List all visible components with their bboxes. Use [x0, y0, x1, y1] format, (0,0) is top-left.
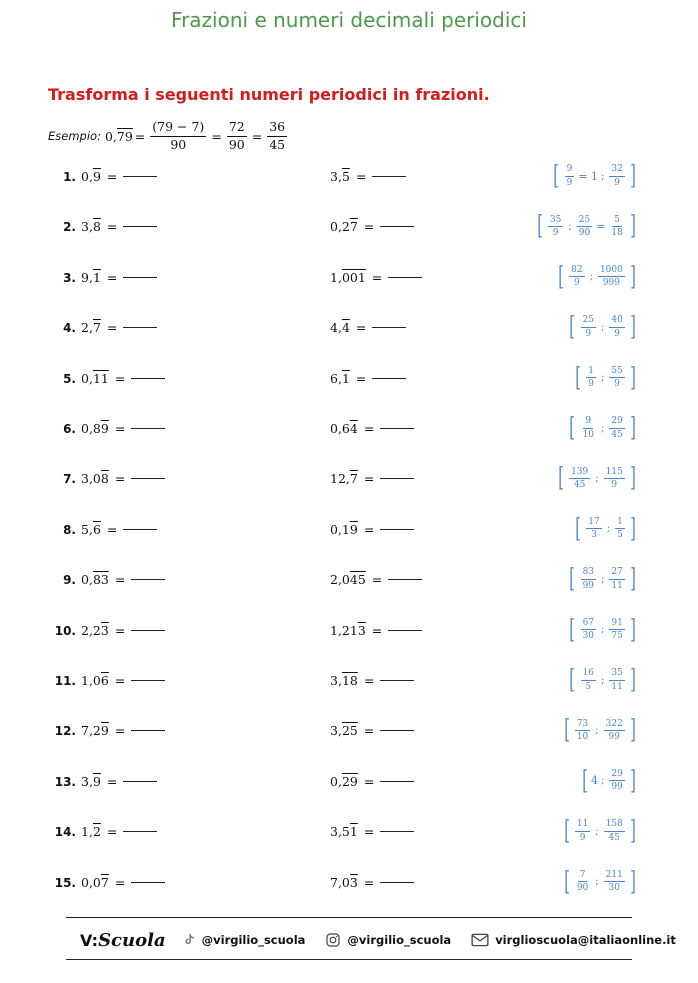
- answer-blank[interactable]: [380, 428, 414, 429]
- exercise-row: [0, 312, 698, 343]
- answer-blank[interactable]: [388, 579, 422, 580]
- answer-key: [ $\frac{25}{9}$ ; $\frac{40}{9}$ ]: [569, 312, 636, 343]
- exercise-row: [0, 665, 698, 695]
- periodic-number-a: 0,89 =: [81, 421, 165, 436]
- exercise-number: 10.: [54, 623, 76, 638]
- tiktok-handle[interactable]: @virgilio_scuola: [182, 933, 306, 947]
- exercise-number: 6.: [63, 422, 76, 436]
- footer-bottom-rule: [66, 959, 632, 960]
- answer-blank[interactable]: [123, 529, 157, 530]
- periodic-number-b: 0,27 =: [330, 219, 414, 234]
- exercise-number: 13.: [54, 774, 76, 789]
- email-contact[interactable]: virglioscuola@italiaonline.it: [471, 933, 676, 947]
- answer-blank[interactable]: [380, 226, 414, 227]
- periodic-number-a: 1,06 =: [81, 673, 165, 688]
- answer-blank[interactable]: [131, 378, 165, 379]
- answer-blank[interactable]: [123, 277, 157, 278]
- answer-key: [ $\frac{9}{9}$ = 1 ; $\frac{32}{9}$ ]: [553, 161, 636, 191]
- exercise-number: 2.: [63, 220, 76, 235]
- answer-key: [ $\frac{83}{99}$ ; $\frac{27}{11}$ ]: [569, 564, 636, 595]
- periodic-number-a: 2,23 =: [81, 623, 165, 638]
- periodic-number-b: 1,213 =: [330, 623, 422, 638]
- periodic-number-a: 0,07 =: [81, 875, 165, 890]
- answer-blank[interactable]: [131, 579, 165, 580]
- periodic-number-a: 3,9 =: [81, 774, 157, 789]
- answer-blank[interactable]: [131, 680, 165, 681]
- answer-key: [ $\frac{35}{9}$ ; $\frac{25}{90}$ = $\frac{5}{18}$ ]: [537, 211, 636, 242]
- exercise-number: 15.: [54, 875, 76, 890]
- answer-key: [ $\frac{16}{5}$ ; $\frac{35}{11}$ ]: [569, 665, 636, 695]
- answer-key: [ $\frac{139}{45}$ ; $\frac{115}{9}$ ]: [558, 463, 636, 494]
- exercise-number: 9.: [63, 573, 76, 588]
- exercise-number: 5.: [63, 371, 76, 386]
- periodic-number-a: 0,11 =: [81, 371, 165, 386]
- answer-blank[interactable]: [131, 730, 165, 731]
- answer-key: [ $\frac{11}{9}$ ; $\frac{158}{45}$ ]: [563, 816, 636, 847]
- exercise-row: [0, 261, 698, 292]
- answer-blank[interactable]: [380, 680, 414, 681]
- answer-key: [ 4 ; $\frac{29}{99}$ ]: [582, 765, 636, 796]
- answer-blank[interactable]: [131, 478, 165, 479]
- periodic-number-a: 9,1 =: [81, 270, 157, 285]
- exercise-number: 7.: [63, 472, 76, 487]
- periodic-number-b: 12,7 =: [330, 471, 414, 486]
- answer-blank[interactable]: [131, 630, 165, 631]
- answer-blank[interactable]: [123, 327, 157, 328]
- periodic-number-b: 1,001 =: [330, 270, 422, 285]
- exercise-row: [0, 513, 698, 544]
- answer-blank[interactable]: [131, 882, 165, 883]
- answer-blank[interactable]: [372, 176, 406, 177]
- instructions-heading: Trasforma i seguenti numeri periodici in frazioni.: [48, 85, 490, 104]
- periodic-number-b: 2,045 =: [330, 572, 422, 587]
- example-fraction-1: $\frac{(79 - 7)}{90}$: [152, 119, 205, 152]
- periodic-number-b: 0,64 =: [330, 421, 414, 436]
- answer-key: [ $\frac{73}{10}$ ; $\frac{322}{99}$ ]: [563, 715, 636, 746]
- periodic-number-b: 0,29 =: [330, 774, 414, 789]
- periodic-number-b: 7,03 =: [330, 875, 414, 890]
- tiktok-icon: [182, 933, 196, 947]
- exercise-row: [0, 463, 698, 494]
- mail-icon: [471, 933, 489, 947]
- instagram-handle[interactable]: @virgilio_scuola: [325, 932, 451, 948]
- exercise-number: 4.: [63, 321, 76, 336]
- exercise-number: 14.: [54, 825, 76, 840]
- periodic-number-b: 4,4 =: [330, 320, 406, 335]
- example-number: 0,79: [104, 128, 133, 144]
- answer-blank[interactable]: [123, 176, 157, 177]
- page-title: Frazioni e numeri decimali periodici: [171, 8, 527, 32]
- periodic-number-a: 0,83 =: [81, 572, 165, 587]
- periodic-number-b: 3,51 =: [330, 824, 414, 839]
- answer-blank[interactable]: [380, 882, 414, 883]
- exercise-row: [0, 413, 698, 443]
- answer-blank[interactable]: [123, 781, 157, 782]
- exercise-row: [0, 816, 698, 847]
- instagram-icon: [325, 932, 341, 948]
- answer-key: [ $\frac{67}{30}$ ; $\frac{91}{75}$ ]: [569, 614, 636, 645]
- footer: [66, 928, 676, 952]
- example-label: Esempio:: [48, 129, 101, 143]
- exercise-number: 3.: [63, 270, 76, 285]
- example-fraction-2: $\frac{72}{90}$: [228, 119, 245, 152]
- exercise-row: [0, 715, 698, 746]
- exercise-number: 8.: [63, 522, 76, 537]
- answer-key: [ $\frac{82}{9}$ ; $\frac{1000}{999}$ ]: [558, 261, 636, 292]
- exercise-row: [0, 564, 698, 595]
- answer-blank[interactable]: [388, 277, 422, 278]
- periodic-number-a: 3,08 =: [81, 471, 165, 486]
- answer-key: [ $\frac{17}{3}$ ; $\frac{1}{5}$ ]: [575, 513, 636, 544]
- answer-blank[interactable]: [123, 831, 157, 832]
- exercise-row: [0, 765, 698, 796]
- exercise-row: [0, 211, 698, 242]
- answer-blank[interactable]: [380, 529, 414, 530]
- answer-key: [ $\frac{9}{10}$ ; $\frac{29}{45}$ ]: [569, 413, 636, 443]
- answer-blank[interactable]: [380, 730, 414, 731]
- footer-top-rule: [66, 917, 632, 918]
- answer-blank[interactable]: [388, 630, 422, 631]
- example: Esempio: 0,79 = $\frac{(79 - 7)}{90}$ = $\frac{72}{90}$ = $\frac{36}{45}$: [48, 119, 286, 152]
- answer-key: [ $\frac{7}{90}$ ; $\frac{211}{30}$ ]: [563, 866, 636, 897]
- exercise-number: 12.: [54, 724, 76, 739]
- exercise-number: 11.: [54, 674, 76, 688]
- virgilio-scuola-logo: V:Scuola: [80, 929, 166, 951]
- exercise-row: [0, 362, 698, 393]
- answer-blank[interactable]: [123, 226, 157, 227]
- answer-blank[interactable]: [380, 781, 414, 782]
- exercise-row: [0, 161, 698, 191]
- answer-blank[interactable]: [380, 831, 414, 832]
- answer-blank[interactable]: [372, 378, 406, 379]
- answer-key: [ $\frac{1}{9}$ ; $\frac{55}{9}$ ]: [575, 362, 636, 393]
- periodic-number-a: 1,2 =: [81, 824, 157, 839]
- periodic-number-b: 3,25 =: [330, 723, 414, 738]
- periodic-number-a: 5,6 =: [81, 522, 157, 537]
- periodic-number-b: 6,1 =: [330, 371, 406, 386]
- exercise-number: 1.: [63, 170, 76, 184]
- exercise-row: [0, 866, 698, 897]
- answer-blank[interactable]: [131, 428, 165, 429]
- periodic-number-a: 2,7 =: [81, 320, 157, 335]
- exercise-row: [0, 614, 698, 645]
- periodic-number-b: 3,5 =: [330, 169, 406, 184]
- example-fraction-3: $\frac{36}{45}$: [269, 119, 286, 152]
- periodic-number-b: 3,18 =: [330, 673, 414, 688]
- periodic-number-b: 0,19 =: [330, 522, 414, 537]
- answer-blank[interactable]: [372, 327, 406, 328]
- answer-blank[interactable]: [380, 478, 414, 479]
- periodic-number-a: 3,8 =: [81, 219, 157, 234]
- periodic-number-a: 0,9 =: [81, 169, 157, 184]
- periodic-number-a: 7,29 =: [81, 723, 165, 738]
